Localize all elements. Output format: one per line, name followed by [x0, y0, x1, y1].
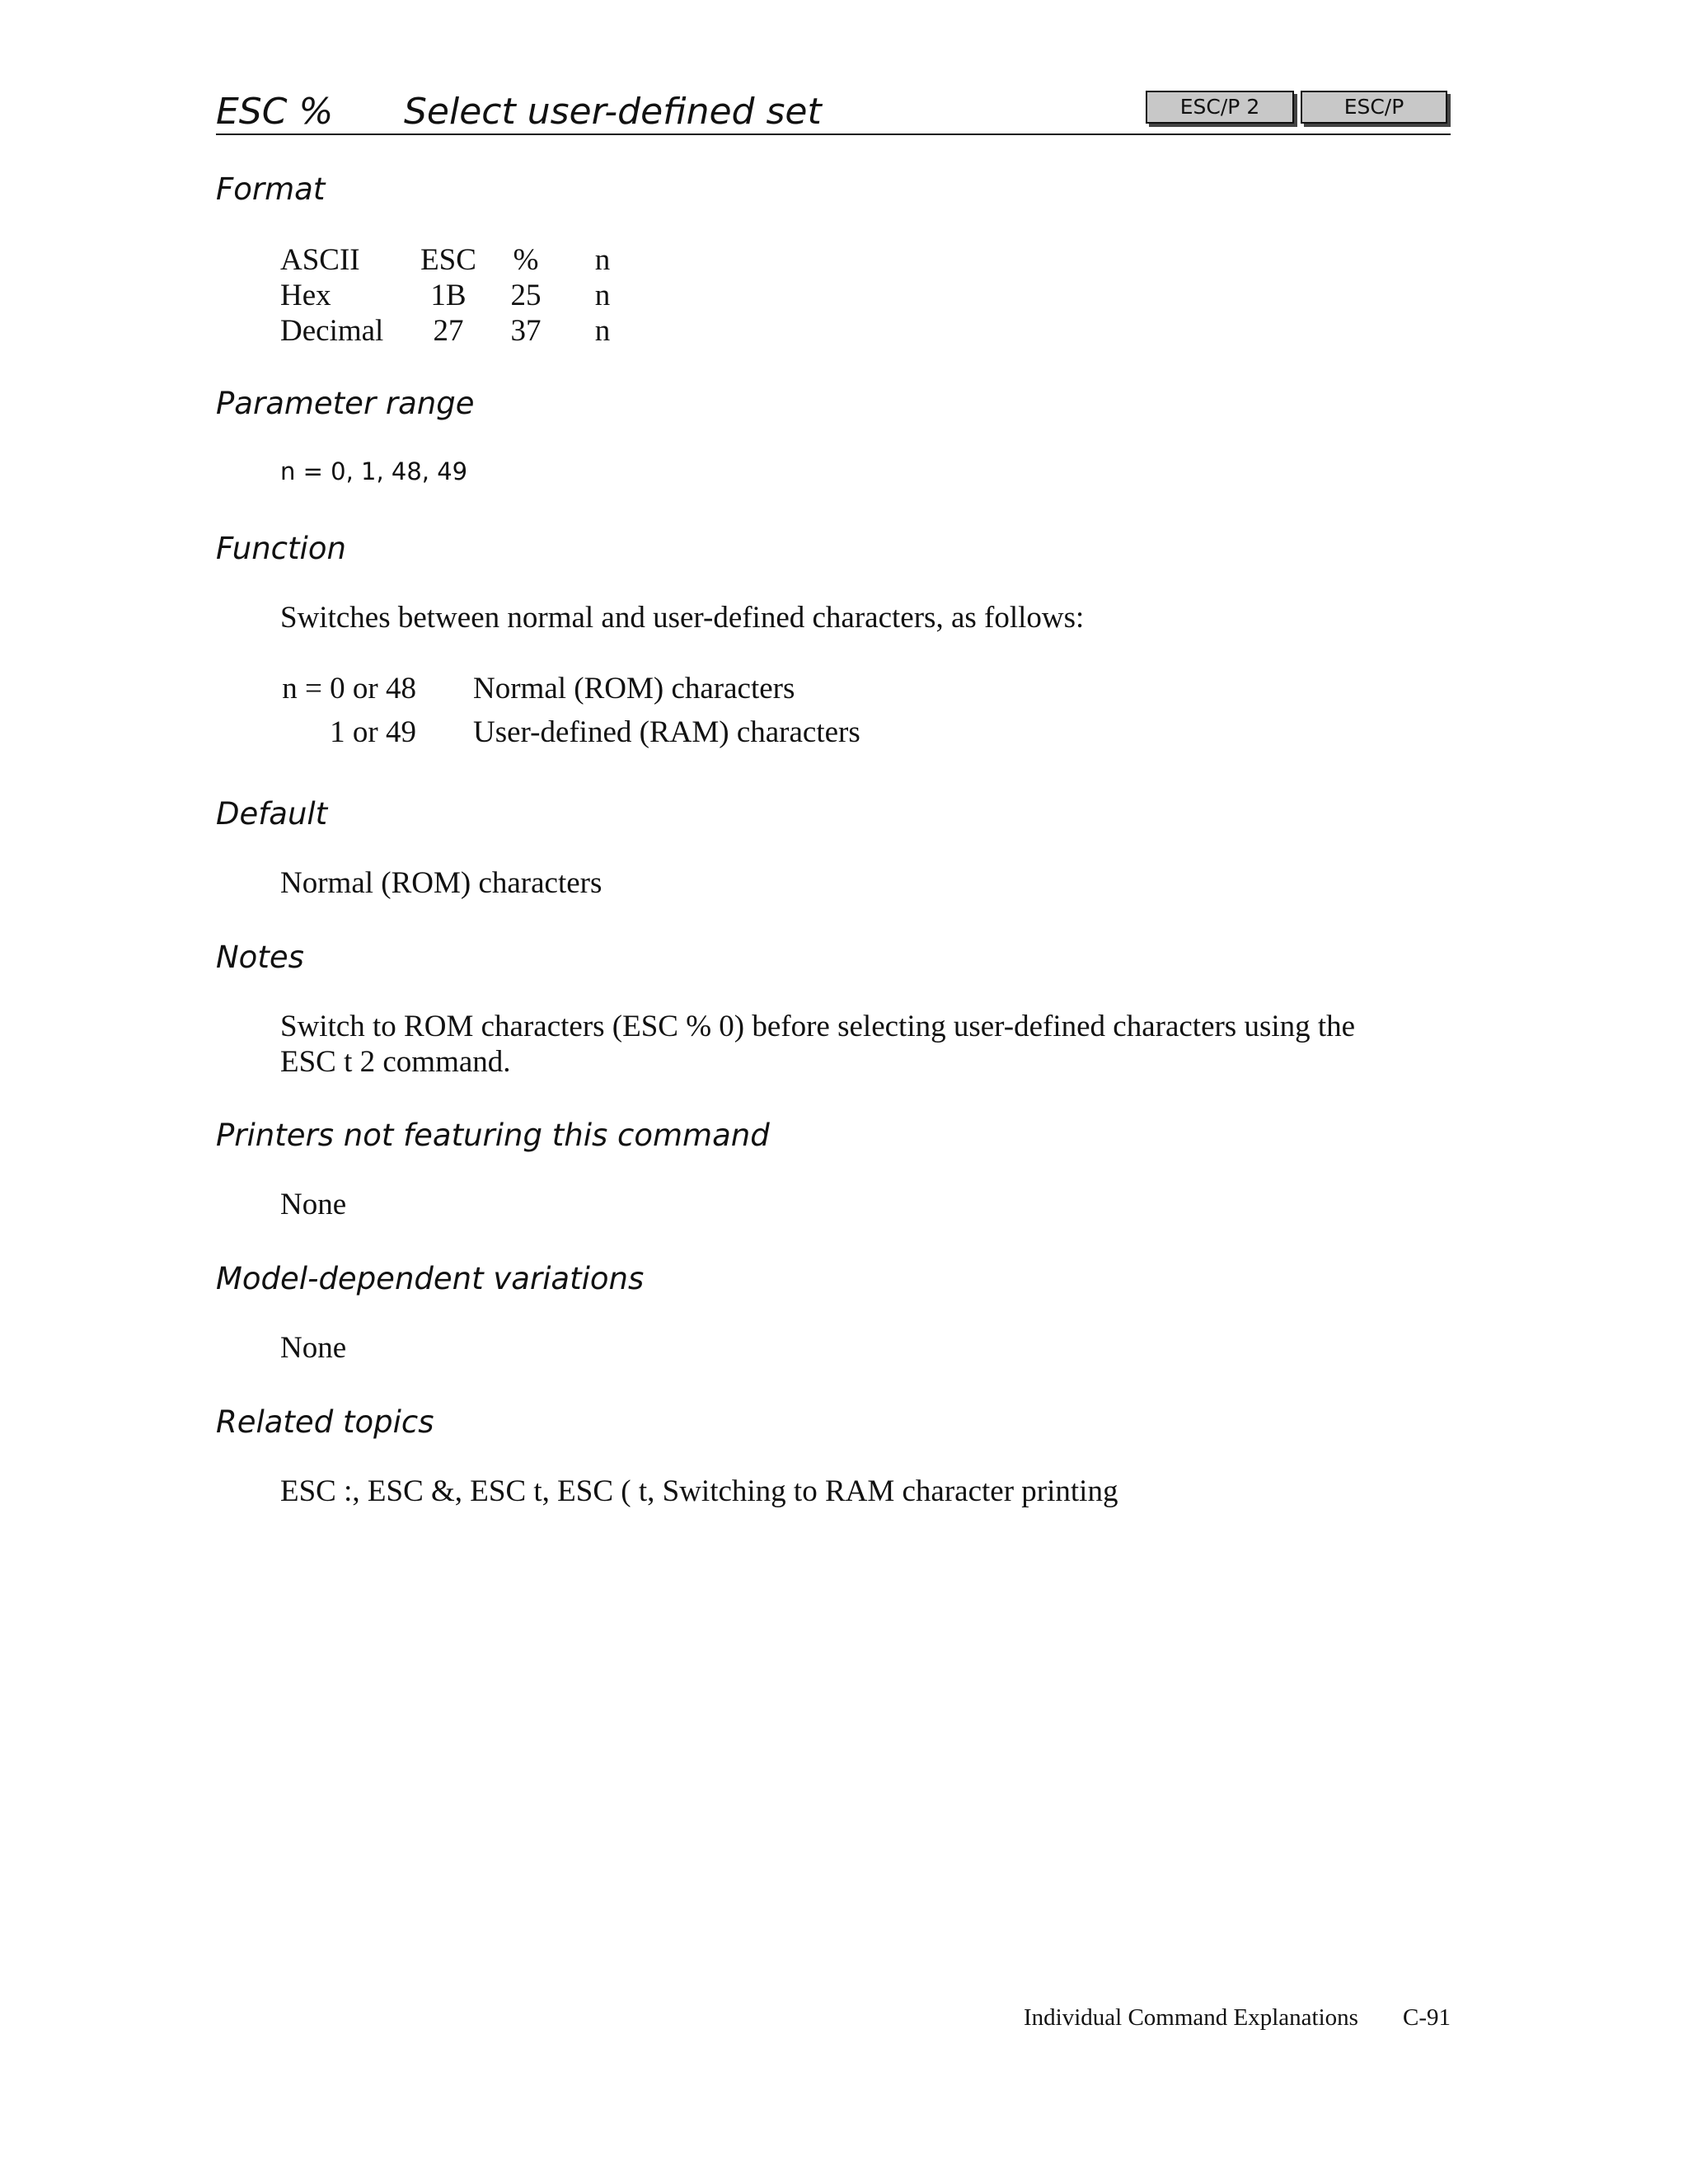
- default-text: Normal (ROM) characters: [280, 866, 603, 900]
- notes-line: ESC t 2 command.: [280, 1045, 511, 1079]
- header-rule: [216, 134, 1451, 135]
- format-row-ascii: [280, 242, 659, 279]
- format-cell: 27: [433, 314, 464, 348]
- command-name: Select user-defined set: [404, 91, 822, 133]
- notes-line: Switch to ROM characters (ESC % 0) before selecting user-defined characters using the: [280, 1010, 1356, 1043]
- format-cell: n: [594, 314, 611, 348]
- function-value-description: User-defined (RAM) characters: [473, 715, 860, 749]
- format-heading: Format: [216, 171, 326, 207]
- related-topics-text: ESC :, ESC &, ESC t, ESC ( t, Switching to RAM character printing: [280, 1474, 1118, 1508]
- function-intro: Switches between normal and user-defined characters, as follows:: [280, 601, 1085, 635]
- function-heading: Function: [216, 531, 346, 566]
- model-variations-text: None: [280, 1331, 347, 1365]
- tab-escp: ESC/P: [1301, 91, 1447, 124]
- function-value: n = 0 or 48: [282, 672, 416, 705]
- format-cell: Decimal: [280, 314, 384, 348]
- notes-heading: Notes: [216, 940, 304, 975]
- printers-not-featuring-heading: Printers not featuring this command: [216, 1118, 770, 1153]
- default-heading: Default: [216, 796, 328, 832]
- format-cell: 37: [510, 314, 542, 348]
- parameter-range-heading: Parameter range: [216, 386, 475, 421]
- format-cell: n: [594, 279, 611, 312]
- format-cell: ESC: [420, 243, 476, 277]
- format-row-decimal: [280, 313, 659, 349]
- command-code: ESC %: [216, 91, 334, 133]
- format-cell: n: [594, 243, 611, 277]
- function-value-description: Normal (ROM) characters: [473, 672, 795, 705]
- format-cell: ASCII: [280, 243, 360, 277]
- format-cell: Hex: [280, 279, 331, 312]
- footer-chapter: Individual Command Explanations: [1024, 2004, 1358, 2031]
- parameter-range-text: n = 0, 1, 48, 49: [280, 457, 468, 485]
- footer-page-number: C-91: [1403, 2004, 1451, 2031]
- format-cell: 25: [510, 279, 542, 312]
- model-variations-heading: Model-dependent variations: [216, 1261, 645, 1296]
- printers-not-featuring-text: None: [280, 1188, 347, 1221]
- tab-escp2: ESC/P 2: [1146, 91, 1294, 124]
- format-row-hex: [280, 278, 659, 314]
- format-table: [280, 242, 659, 351]
- format-cell: 1B: [430, 279, 467, 312]
- related-topics-heading: Related topics: [216, 1404, 434, 1440]
- function-value: 1 or 49: [330, 715, 416, 749]
- format-cell: %: [513, 243, 539, 277]
